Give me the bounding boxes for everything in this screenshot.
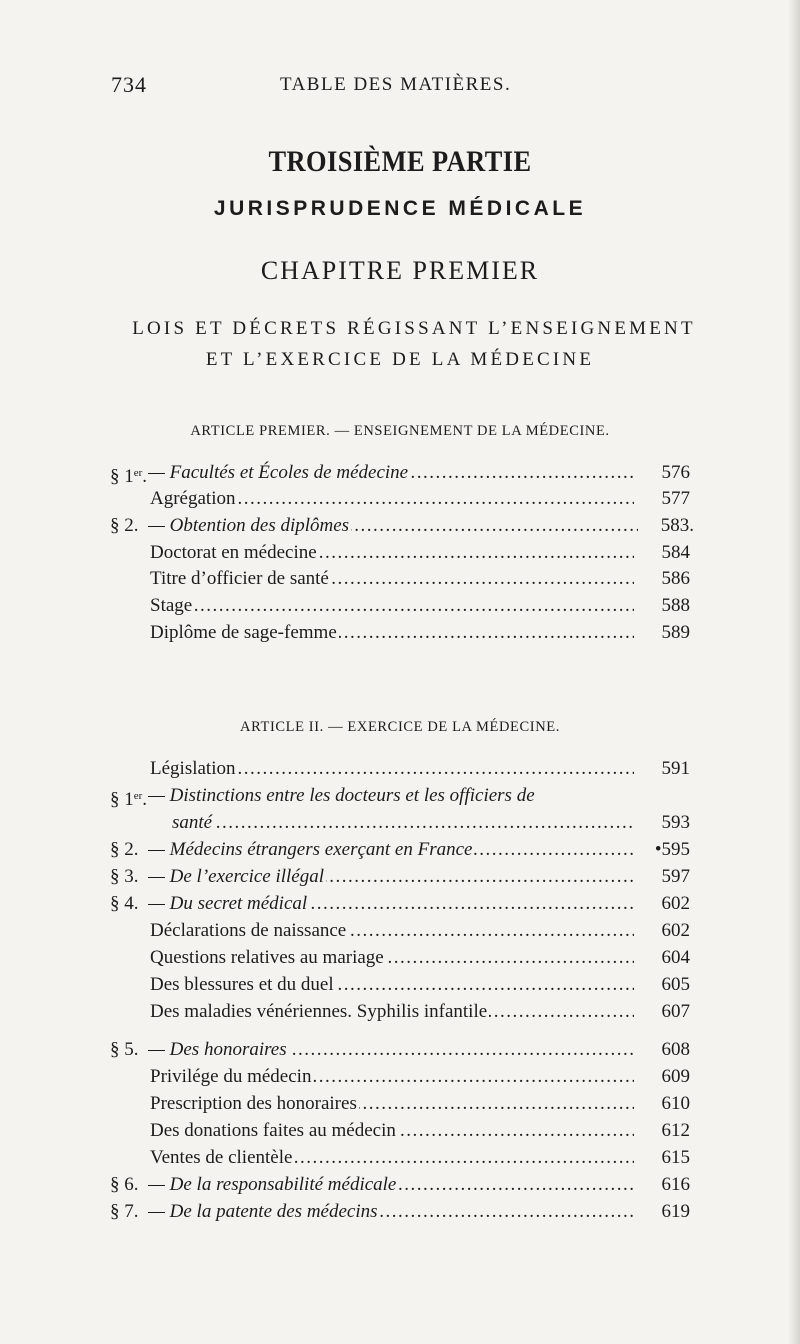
toc-entry[interactable] <box>150 1091 690 1117</box>
toc-entry[interactable] <box>110 460 690 486</box>
toc-entry[interactable] <box>110 1199 690 1225</box>
entry-label: — Distinctions entre les docteurs et les officiers de <box>148 785 535 806</box>
running-title: TABLE DES MATIÈRES. <box>280 74 512 95</box>
toc-entry[interactable] <box>150 918 690 944</box>
entry-label: Des maladies vénériennes. Syphilis infantile <box>150 1001 488 1022</box>
entry-page: 619 <box>661 1201 690 1222</box>
toc-entry[interactable] <box>110 891 690 917</box>
entry-label: Stage <box>150 595 193 616</box>
entry-label: — Du secret médical <box>148 893 308 914</box>
toc-entry[interactable] <box>150 566 690 592</box>
entry-label: — Obtention des diplômes <box>148 515 350 536</box>
article2-title: ARTICLE II. — EXERCICE DE LA MÉDECINE. <box>240 719 560 735</box>
entry-label-continuation: santé <box>172 812 213 833</box>
entry-page: •595 <box>654 839 690 860</box>
entry-label: — Des honoraires <box>148 1039 287 1060</box>
entry-label: — De l’exercice illégal <box>148 866 325 887</box>
entry-label: — De la responsabilité médicale <box>148 1174 397 1195</box>
running-head <box>0 72 800 102</box>
entry-label: Agrégation <box>150 488 236 509</box>
entry-label: — Médecins étrangers exerçant en France <box>148 839 473 860</box>
toc-entry[interactable] <box>150 540 690 566</box>
entry-page: 615 <box>661 1147 690 1168</box>
entry-page: 589 <box>661 622 690 643</box>
entry-page: 586 <box>661 568 690 589</box>
toc-entry[interactable] <box>110 837 690 863</box>
section-mark: § 4. <box>110 893 139 914</box>
entry-label: — Facultés et Écoles de médecine <box>148 462 409 483</box>
entry-label: Des donations faites au médecin <box>150 1120 396 1141</box>
toc-entry[interactable] <box>150 1145 690 1171</box>
toc-entry[interactable] <box>110 513 694 539</box>
chapter-title: CHAPITRE PREMIER <box>260 256 540 285</box>
entry-page: 604 <box>661 947 690 968</box>
entry-page: 609 <box>661 1066 690 1087</box>
article1-title: ARTICLE PREMIER. — ENSEIGNEMENT DE LA MÉDECINE. <box>190 423 610 439</box>
toc-entry[interactable] <box>150 1064 690 1090</box>
section-mark: § 2. <box>110 515 139 536</box>
toc-entry[interactable] <box>150 593 690 619</box>
entry-page: 576 <box>661 462 690 483</box>
page-number: 734 <box>111 72 147 97</box>
entry-page: 583. <box>660 515 694 536</box>
entry-page: 607 <box>661 1001 690 1022</box>
entry-label: Des blessures et du duel <box>150 974 334 995</box>
part-subtitle: JURISPRUDENCE MÉDICALE <box>213 197 587 220</box>
toc-entry[interactable] <box>150 756 690 782</box>
section-mark: § 2. <box>110 839 139 860</box>
entry-page: 616 <box>661 1174 690 1195</box>
section-mark: § 5. <box>110 1039 139 1060</box>
section-mark: § 6. <box>110 1174 139 1195</box>
toc-entry-continuation[interactable] <box>172 810 690 836</box>
entry-page: 593 <box>661 812 690 833</box>
toc-entry[interactable] <box>150 620 690 646</box>
toc-entry[interactable] <box>110 1172 690 1198</box>
entry-label: Législation <box>150 758 236 779</box>
toc-entry[interactable] <box>150 999 690 1025</box>
entry-page: 588 <box>661 595 690 616</box>
section-mark: § 1er. <box>110 466 148 487</box>
entry-label: Ventes de clientèle <box>150 1147 293 1168</box>
entry-page: 610 <box>661 1093 690 1114</box>
entry-label: Déclarations de naissance <box>150 920 347 941</box>
entry-label: Doctorat en médecine <box>150 542 317 563</box>
entry-page: 577 <box>661 488 690 509</box>
entry-page: 605 <box>661 974 690 995</box>
toc-entry[interactable] <box>110 1037 690 1063</box>
entry-label: Questions relatives au mariage <box>150 947 384 968</box>
toc-entry[interactable] <box>150 972 690 998</box>
entry-page: 612 <box>661 1120 690 1141</box>
toc-entry[interactable] <box>150 1118 690 1144</box>
section-mark: § 1er. <box>110 789 148 810</box>
toc-entry[interactable] <box>150 945 690 971</box>
section-mark: § 7. <box>110 1201 139 1222</box>
entry-label: Privilége du médecin <box>150 1066 312 1087</box>
toc-entry[interactable] <box>150 486 690 512</box>
entry-label: — De la patente des médecins <box>148 1201 378 1222</box>
part-title: TROISIÈME PARTIE <box>268 145 532 178</box>
entry-label: Titre d’officier de santé <box>150 568 329 589</box>
entry-label: Prescription des honoraires <box>150 1093 357 1114</box>
entry-page: 591 <box>661 758 690 779</box>
entry-page: 608 <box>661 1039 690 1060</box>
chapter-heading-line1: LOIS ET DÉCRETS RÉGISSANT L’ENSEIGNEMENT <box>132 318 696 339</box>
toc-entry[interactable] <box>110 783 700 809</box>
toc-entry[interactable] <box>110 864 690 890</box>
entry-page: 602 <box>661 920 690 941</box>
entry-page: 584 <box>661 542 690 563</box>
entry-page: 597 <box>661 866 690 887</box>
section-mark: § 3. <box>110 866 139 887</box>
chapter-heading-line2: ET L’EXERCICE DE LA MÉDECINE <box>205 349 595 370</box>
entry-label: Diplôme de sage-femme <box>150 622 337 643</box>
entry-page: 602 <box>661 893 690 914</box>
